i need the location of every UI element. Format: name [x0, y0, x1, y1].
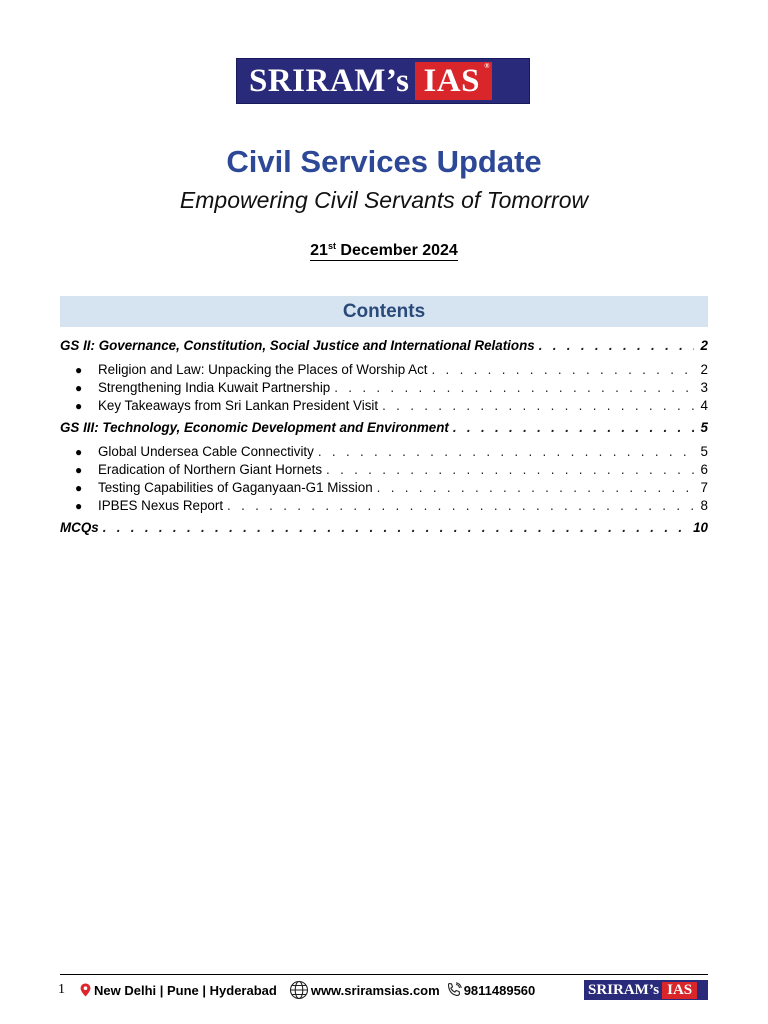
toc-item-row[interactable] [60, 398, 708, 416]
contents-heading: Contents [60, 296, 708, 327]
toc-page-number: 7 [700, 480, 708, 495]
brand-logo [236, 58, 530, 104]
location-pin-icon [80, 983, 91, 997]
toc-item-row[interactable] [60, 498, 708, 516]
bullet-icon: ● [75, 445, 83, 459]
page-title: Civil Services Update [226, 144, 542, 179]
table-of-contents [60, 338, 708, 540]
toc-leader-dots [227, 498, 694, 513]
date-suffix: st [327, 241, 336, 251]
toc-leader-dots [382, 398, 694, 413]
toc-leader-dots [377, 480, 694, 495]
toc-leader-dots [103, 520, 689, 535]
bullet-icon: ● [75, 381, 83, 395]
footer-brand-logo [584, 980, 708, 1000]
logo-brand-text: SRIRAM’s [249, 62, 410, 99]
toc-item-row[interactable] [60, 444, 708, 462]
footer-cities-text: New Delhi | Pune | Hyderabad [94, 982, 277, 998]
footer-phone-text: 9811489560 [463, 982, 536, 998]
toc-item-label: Strengthening India Kuwait Partnership [98, 380, 331, 395]
toc-page-number: 5 [700, 444, 708, 459]
toc-item-row[interactable] [60, 362, 708, 380]
phone-icon [446, 982, 462, 998]
toc-section-row[interactable] [60, 520, 708, 540]
toc-item-label: Eradication of Northern Giant Hornets [98, 462, 323, 477]
footer-phone[interactable] [446, 982, 536, 998]
date-month-year: December 2024 [335, 242, 458, 259]
footer-cities [80, 983, 277, 998]
bullet-icon: ● [75, 399, 83, 413]
globe-icon [289, 980, 309, 1000]
page-subtitle: Empowering Civil Servants of Tomorrow [179, 187, 589, 213]
toc-item-label: Key Takeaways from Sri Lankan President Visit [98, 398, 379, 413]
toc-item-label: Testing Capabilities of Gaganyaan-G1 Mission [98, 480, 373, 495]
logo-ias-text: IAS [423, 63, 480, 99]
toc-item-label: Religion and Law: Unpacking the Places of Worship Act [98, 362, 428, 377]
toc-page-number: 3 [700, 380, 708, 395]
toc-leader-dots [318, 444, 694, 459]
toc-page-number: 5 [700, 420, 708, 435]
footer-logo-ias-text: IAS [662, 982, 697, 999]
footer-website[interactable] [289, 980, 440, 1000]
issue-date [0, 242, 768, 260]
footer-page-number: 1 [58, 982, 65, 997]
toc-page-number: 2 [700, 362, 708, 377]
toc-item-row[interactable] [60, 462, 708, 480]
toc-leader-dots [432, 362, 695, 377]
toc-leader-dots [539, 338, 694, 353]
logo-ias-box [415, 62, 492, 100]
toc-section-row[interactable] [60, 338, 708, 358]
toc-item-row[interactable] [60, 480, 708, 498]
bullet-icon: ● [75, 481, 83, 495]
toc-section-title: GS II: Governance, Constitution, Social Justice and International Relations [60, 338, 535, 353]
footer-divider [60, 974, 708, 975]
toc-item-row[interactable] [60, 380, 708, 398]
toc-page-number: 4 [700, 398, 708, 413]
toc-page-number: 8 [700, 498, 708, 513]
bullet-icon: ● [75, 499, 83, 513]
toc-section-row[interactable] [60, 420, 708, 440]
footer-logo-brand-text: SRIRAM’s [588, 981, 660, 998]
toc-leader-dots [326, 462, 694, 477]
date-day: 21 [310, 242, 328, 259]
toc-section-title: GS III: Technology, Economic Development and Environment [60, 420, 449, 435]
toc-page-number: 2 [700, 338, 708, 353]
registered-mark: ® [484, 62, 490, 70]
footer-website-text: www.sriramsias.com [310, 982, 440, 998]
toc-page-number: 6 [700, 462, 708, 477]
toc-page-number: 10 [693, 520, 708, 535]
bullet-icon: ● [75, 463, 83, 477]
toc-item-label: Global Undersea Cable Connectivity [98, 444, 314, 459]
toc-leader-dots [453, 420, 694, 435]
page-footer [58, 979, 708, 1001]
bullet-icon: ● [75, 363, 83, 377]
toc-item-label: IPBES Nexus Report [98, 498, 224, 513]
toc-section-title: MCQs [60, 520, 99, 535]
toc-leader-dots [334, 380, 694, 395]
